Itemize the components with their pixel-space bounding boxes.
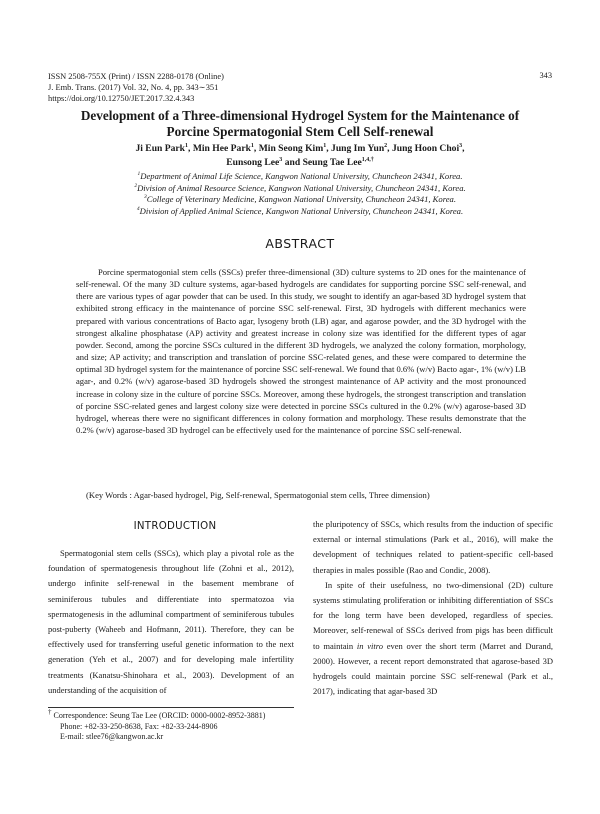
issn-line: ISSN 2508-755X (Print) / ISSN 2288-0178 (Online)	[48, 72, 224, 81]
author-sup: 1	[185, 142, 189, 149]
author-list: Ji Eun Park$^1$, Min Hee Park$^1$, Min Seong Kim$^1$, Jung Im Yun$^2$, Jung Hoon Choi$^3$, Eunsong Lee$^3$ and Seung Tae Lee$^{1,4,\dagger}$	[135, 142, 465, 168]
author-name: Min Seong Kim	[258, 143, 324, 154]
doi-link[interactable]: https://doi.org/10.12750/JET.2017.32.4.343	[48, 94, 195, 103]
affiliation-list	[40, 171, 560, 217]
author-sup: 1,4,†	[361, 156, 374, 163]
affiliation: $^2$Division of Animal Resource Science, Kangwon National University, Chuncheon 24341, Korea.	[134, 182, 466, 193]
email-link[interactable]: E-mail: stlee76@kangwon.ac.kr	[60, 732, 164, 741]
author-sup: 1	[323, 142, 327, 149]
title-line-2: Porcine Spermatogonial Stem Cell Self-renewal	[166, 124, 434, 139]
abstract-text: Porcine spermatogonial stem cells (SSCs) prefer three-dimensional (3D) culture systems to 2D ones for the maintenance of self-renewal. Of the many 3D culture systems, agar-based hydrogels are candidates for supporting porcine SSC self-renewal, and there are various types of agar powder that can be used. In this study, we sought to identify an agar-based 3D hydrogel system that exhibited strong efficacy in the maintenance of porcine SSC self-renewal. First, 3D hydrogels with different mechanics were prepared with various concentrations of Bacto agar, lysogeny broth (LB) agar, and agarose powder, and the 3D hydrogel with the strongest alkaline phosphatase (AP) activity and greatest increase in colony size was identified for the different types of agar powder. Second, among the porcine SSCs cultured in the different 3D hydrogels, we analyzed the colony formation, morphology, and size; AP activity; and transcription and translation of porcine SSC-related genes, and these were compared to determine the optimal 3D hydrogel system for the maintenance of porcine SSC self-renewal. We found that 0.6% (w/v) Bacto agar-, 1% (w/v) LB agar-, and 0.2% (w/v) agarose-based 3D hydrogels showed the strongest maintenance of AP activity and the most pronounced increase in colony size in the culture of porcine SSCs. Moreover, among these hydrogels, the strongest transcription and translation of porcine SSC-related genes and largest colony size were detected in porcine SSCs cultured in the 0.2% (w/v) agarose-based 3D hydrogel, whereas there were no significant differences in colony formation and morphology. These results demonstrate that the 0.2% (w/v) agarose-based 3D hydrogel can be effectively used for the maintenance of porcine SSC self-renewal.	[76, 267, 526, 436]
author-sup: 3	[459, 142, 463, 149]
right-column	[313, 517, 553, 699]
affiliation: $^4$Division of Applied Animal Science, Kangwon National University, Chuncheon 24341, Korea.	[136, 205, 464, 216]
author-name: Jung Im Yun	[331, 143, 385, 154]
paper-title	[40, 108, 560, 140]
page-number: 343	[539, 71, 552, 80]
intro-paragraph-1: Spermatogonial stem cells (SSCs), which play a pivotal role as the foundation of spermatogenesis throughout life (Zohni et al., 2012), undergo infinite self-renewal in the basement membrane of seminiferous tubules and differentiate into spermatozoa via spermatogenesis in the adluminal compartment of seminiferous tubules post-puberty (Waheeb and Hofmann, 2011). Therefore, they can be effectively used for transferring useful genetic information to the next generation (Yeh et al., 2007) and for developing male infertility treatments (Kanatsu-Shinohara et al., 2003). Development of an understanding of the acquisition of	[48, 548, 294, 695]
left-column	[48, 546, 294, 698]
affiliation: $^3$College of Veterinary Medicine, Kangwon National University, Chuncheon 24341, Korea.	[143, 194, 456, 204]
author-sup: 3	[279, 156, 283, 163]
author-sup: 2	[384, 142, 388, 149]
intro-paragraph-2: In spite of their usefulness, no two-dimensional (2D) culture systems stimulating proliferation or inhibiting differentiation of SSCs for the long term have been developed, regardless of species. Moreover, self-renewal of SSCs derived from pigs has been difficult to maintain in vitro even over the short term (Marret and Durand, 2000). However, a recent report demonstrated that agarose-based 3D hydrogels could maintain porcine SSC self-renewal (Park et al., 2017), indicating that agar-based 3D	[313, 579, 553, 697]
author-name: Eunsong Lee	[226, 157, 280, 168]
footnote-divider	[48, 707, 294, 708]
journal-header	[48, 71, 224, 104]
author-name: Min Hee Park	[192, 143, 251, 154]
author-sup: 1	[250, 142, 254, 149]
abstract-heading: ABSTRACT	[265, 236, 335, 251]
phone-line: Phone: +82-33-250-8638, Fax: +82-33-244-8906	[60, 721, 218, 731]
correspondence-line: Correspondence: Seung Tae Lee (ORCID: 0000-0002-8952-3881)	[53, 711, 266, 720]
author-name: Ji Eun Park	[135, 143, 186, 154]
dagger-symbol: †	[48, 708, 52, 717]
author-name: Jung Hoon Choi	[391, 143, 460, 154]
title-line-1: Development of a Three-dimensional Hydrogel System for the Maintenance of	[80, 108, 520, 123]
affiliation: $^1$Department of Animal Life Science, Kangwon National University, Chuncheon 24341, Korea.	[137, 171, 463, 181]
author-name: Seung Tae Lee	[302, 157, 362, 168]
intro-paragraph-1-cont: the pluripotency of SSCs, which results from the induction of specific external or internal stimulations (Park et al., 2016), will make the development of techniques related to patient-specific cell-based therapies in males possible (Rao and Condic, 2008).	[313, 519, 553, 575]
citation-line: J. Emb. Trans. (2017) Vol. 32, No. 4, pp. 343∼351	[48, 83, 219, 92]
keywords: (Key Words : Agar-based hydrogel, Pig, Self-renewal, Spermatogonial stem cells, Three dimension)	[86, 490, 430, 500]
introduction-heading: INTRODUCTION	[133, 521, 217, 532]
correspondence-footnote	[48, 708, 266, 743]
